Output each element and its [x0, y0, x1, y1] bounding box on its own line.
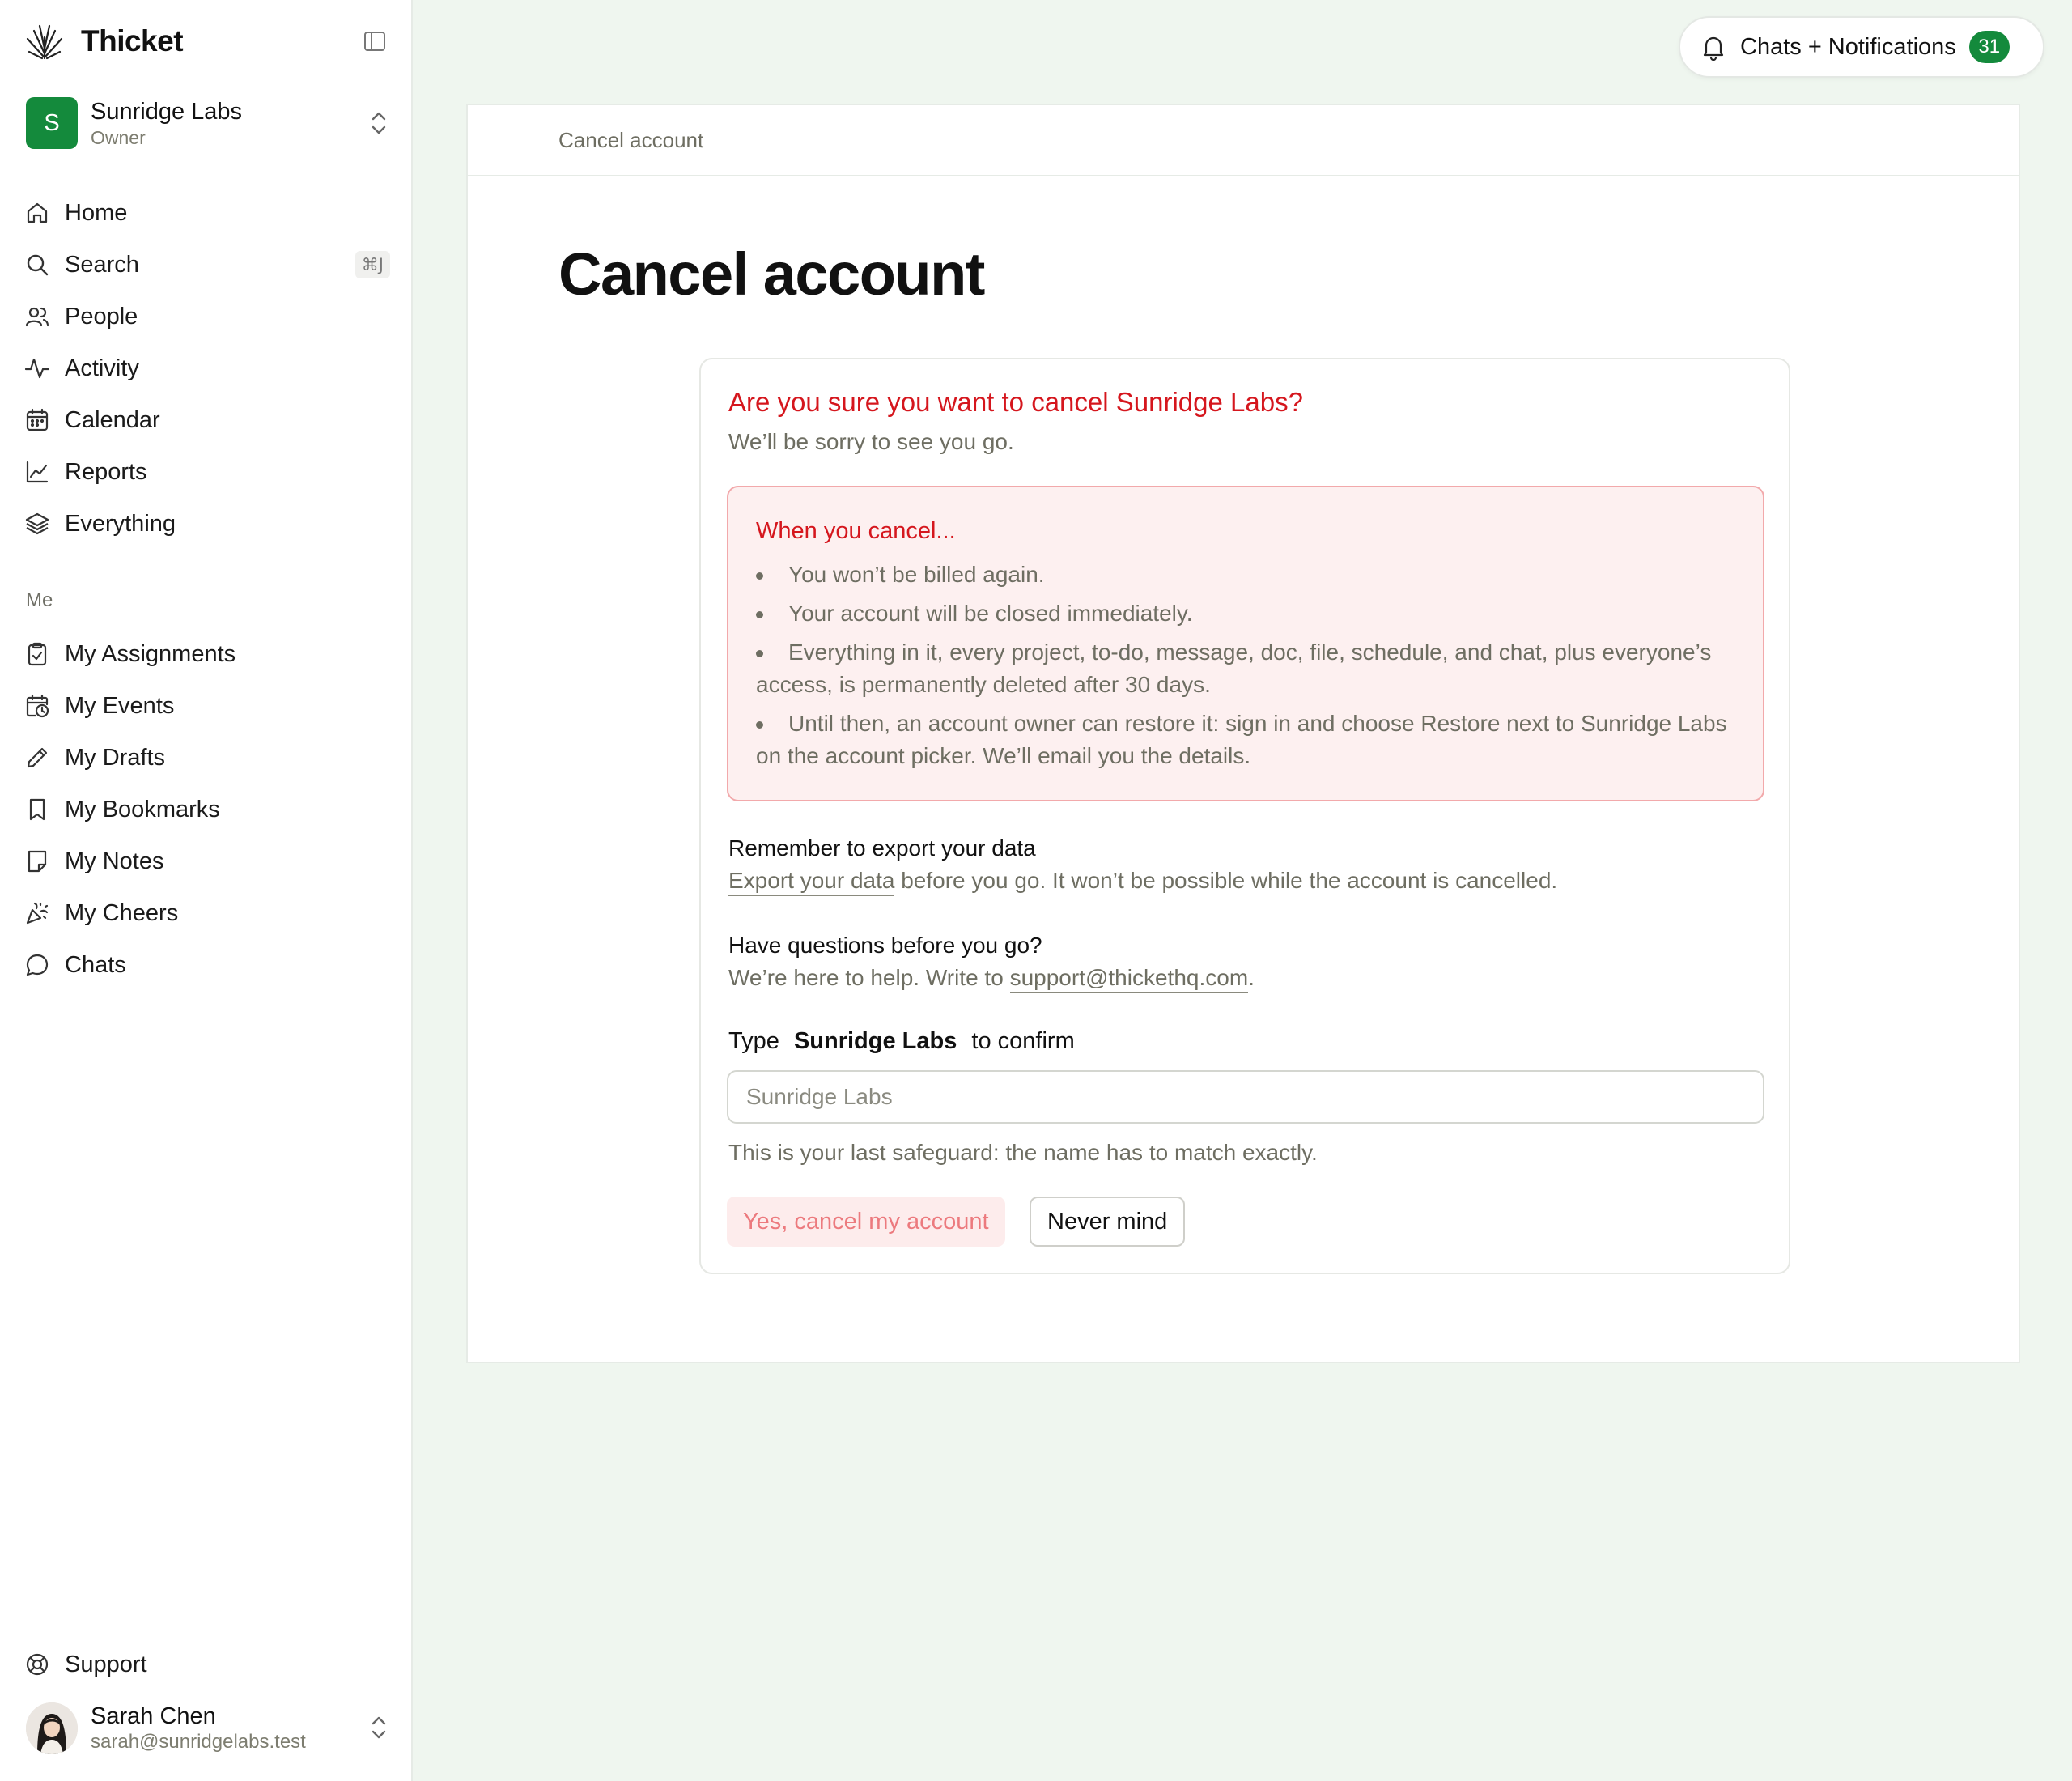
confirm-name-input[interactable]: [727, 1070, 1764, 1124]
note-icon: [24, 848, 50, 874]
pencil-icon: [24, 745, 50, 771]
list-item: Everything in it, every project, to-do, message, doc, file, schedule, and chat, plus everyone’s access, is permanently deleted after 30 days.: [756, 636, 1735, 701]
nav-item-activity[interactable]: [24, 342, 390, 394]
reports-icon: [24, 459, 50, 485]
search-shortcut: ⌘J: [355, 251, 390, 278]
list-item: Your account will be closed immediately.: [756, 597, 1735, 630]
nav-item-my-drafts[interactable]: [24, 732, 390, 784]
questions-text-suffix: .: [1248, 965, 1255, 990]
nav-label: Support: [65, 1651, 147, 1677]
nav-item-my-events[interactable]: [24, 680, 390, 732]
confirm-cancel-button[interactable]: Yes, cancel my account: [727, 1197, 1005, 1247]
home-icon: [24, 200, 50, 226]
party-icon: [24, 900, 50, 926]
user-name: Sarah Chen: [91, 1703, 216, 1729]
nav-item-home[interactable]: [24, 187, 390, 239]
app-name: Thicket: [81, 24, 184, 57]
notifications-count-badge: 31: [1969, 31, 2010, 63]
list-item: Until then, an account owner can restore it: sign in and choose Restore next to Sunridge Labs on the account picker. We’ll email you the details.: [756, 708, 1735, 772]
nav-label: Calendar: [65, 406, 160, 433]
brand[interactable]: [24, 21, 183, 62]
nav-label: My Events: [65, 692, 175, 719]
nav-item-my-bookmarks[interactable]: [24, 784, 390, 835]
notifications-label: Chats + Notifications: [1740, 33, 1956, 60]
nav-label: My Bookmarks: [65, 796, 220, 822]
sidebar-toggle-icon[interactable]: [363, 29, 387, 53]
search-icon: [24, 252, 50, 278]
panel-header: [468, 105, 2019, 176]
confirm-account-name: Sunridge Labs: [793, 1028, 957, 1054]
lifebuoy-icon: [24, 1651, 50, 1677]
chats-notifications-button[interactable]: [1679, 16, 2044, 78]
bell-icon: [1700, 33, 1727, 61]
chevron-up-down-icon: [367, 1713, 390, 1742]
layers-icon: [24, 511, 50, 537]
account-switcher[interactable]: [26, 97, 390, 149]
warning-list: [756, 559, 1735, 772]
nav-item-people[interactable]: [24, 291, 390, 342]
nav-item-my-cheers[interactable]: [24, 887, 390, 939]
export-data-link[interactable]: Export your data: [728, 868, 894, 896]
nav-item-support[interactable]: [24, 1639, 390, 1690]
nav-label: My Cheers: [65, 899, 179, 926]
confirm-label: [728, 1028, 1075, 1055]
clipboard-check-icon: [24, 641, 50, 667]
export-text-body: before you go. It won’t be possible while the account is cancelled.: [894, 868, 1558, 893]
me-nav: [24, 628, 390, 991]
nav-item-calendar[interactable]: [24, 394, 390, 446]
nav-label: People: [65, 303, 138, 329]
me-section-title: Me: [26, 589, 53, 611]
nav-item-chats[interactable]: [24, 939, 390, 991]
nav-label: Activity: [65, 355, 139, 381]
main-panel: [466, 104, 2020, 1363]
nav-item-everything[interactable]: [24, 498, 390, 550]
export-heading: Remember to export your data: [728, 835, 1036, 861]
user-email: sarah@sunridgelabs.test: [91, 1731, 306, 1753]
user-menu[interactable]: [26, 1700, 390, 1757]
nav-label: Chats: [65, 951, 126, 978]
nav-label: My Drafts: [65, 744, 166, 771]
confirm-suffix: to confirm: [971, 1028, 1075, 1054]
calendar-icon: [24, 407, 50, 433]
people-icon: [24, 304, 50, 329]
questions-heading: Have questions before you go?: [728, 933, 1042, 958]
breadcrumb[interactable]: Cancel account: [558, 127, 704, 152]
questions-text-body: We’re here to help. Write to: [728, 965, 1010, 990]
account-role: Owner: [91, 127, 146, 148]
chat-bubble-icon: [24, 952, 50, 978]
nav-label: Home: [65, 199, 128, 226]
support-nav: [24, 1639, 390, 1690]
support-email-link[interactable]: support@thickethq.com: [1010, 965, 1249, 993]
nav-label: Search: [65, 251, 139, 278]
sidebar: [0, 0, 413, 1781]
confirm-hint: This is your last safeguard: the name has to match exactly.: [728, 1140, 1318, 1165]
calendar-clock-icon: [24, 693, 50, 719]
export-text: [728, 868, 1557, 894]
nav-label: My Assignments: [65, 640, 236, 667]
nav-item-reports[interactable]: [24, 446, 390, 498]
cancel-question: Are you sure you want to cancel Sunridge Labs?: [728, 387, 1303, 417]
nav-item-my-assignments[interactable]: [24, 628, 390, 680]
account-name: Sunridge Labs: [91, 99, 243, 125]
avatar: [26, 1702, 78, 1754]
cancel-warning-box: [727, 486, 1764, 801]
questions-text: [728, 965, 1255, 991]
cancel-subtitle: We’ll be sorry to see you go.: [728, 429, 1014, 454]
cancel-account-card: [699, 358, 1790, 1274]
account-avatar: S: [26, 97, 78, 149]
bookmark-icon: [24, 797, 50, 822]
main-nav: [24, 187, 390, 550]
page-title: Cancel account: [558, 240, 984, 308]
list-item: You won’t be billed again.: [756, 559, 1735, 591]
nav-label: Reports: [65, 458, 147, 485]
never-mind-button[interactable]: Never mind: [1030, 1197, 1185, 1247]
nav-label: My Notes: [65, 848, 164, 874]
nav-item-my-notes[interactable]: [24, 835, 390, 887]
warning-title: When you cancel...: [756, 518, 956, 544]
activity-icon: [24, 355, 50, 381]
nav-label: Everything: [65, 510, 176, 537]
thicket-logo-icon: [24, 21, 65, 62]
nav-item-search[interactable]: [24, 239, 390, 291]
confirm-prefix: Type: [728, 1028, 779, 1054]
chevron-up-down-icon: [367, 108, 390, 138]
